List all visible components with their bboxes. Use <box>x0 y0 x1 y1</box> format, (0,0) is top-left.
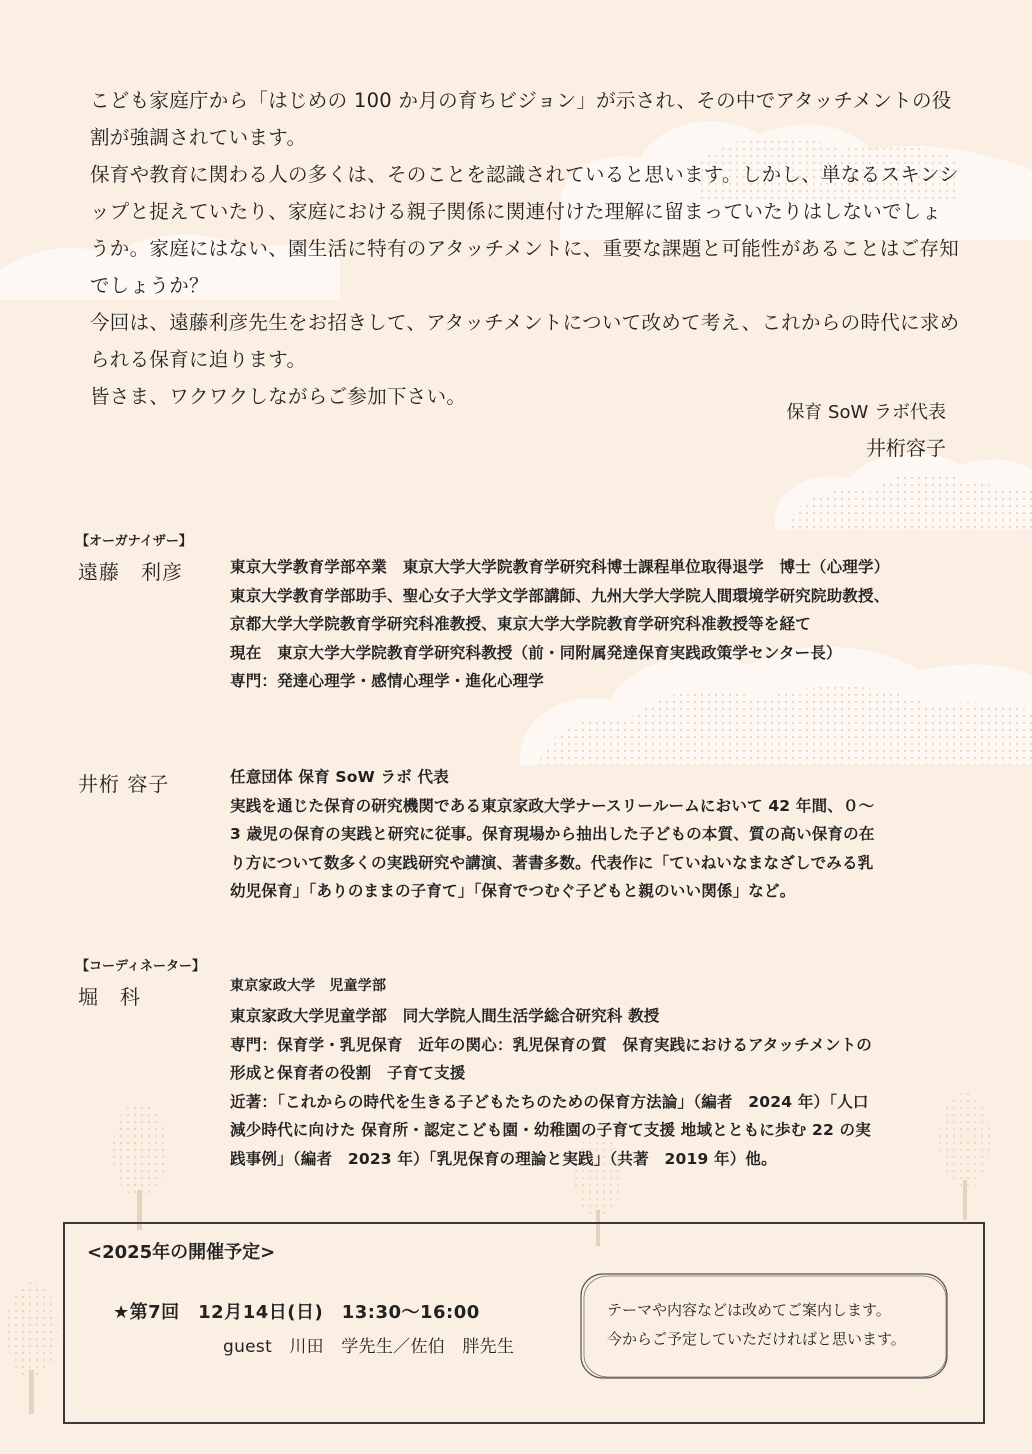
profile-line: り方について数多くの実践研究や講演、著書多数。代表作に「ていねいなまなざしでみる乳 <box>230 853 874 872</box>
organizer-tag: 【オーガナイザー】 <box>76 534 192 549</box>
speaker2-name: 井桁 容子 <box>78 772 170 796</box>
profile-line: 形成と保育者の役割 子育て支援 <box>230 1064 466 1082</box>
profile-line: 減少時代に向けた 保育所・認定こども園・幼稚園の子育て支援 地域とともに歩む 22 の実 <box>230 1121 871 1139</box>
schedule-title: <2025年の開催予定> <box>87 1242 276 1263</box>
coordinator-affiliation: 東京家政大学 児童学部 <box>230 978 387 994</box>
profile-line: 東京家政大学児童学部 同大学院人間生活学総合研究科 教授 <box>230 1007 660 1025</box>
profile-line: 現在 東京大学大学院教育学研究科教授（前・同附属発達保育実践政策学センター長） <box>230 643 842 662</box>
profile-line: 東京大学教育学部助手、聖心女子大学文学部講師、九州大学大学院人間環境学研究院助教授、 <box>230 586 890 605</box>
profile-line: 3 歳児の保育の実践と研究に従事。保育現場から抽出した子どもの本質、質の高い保育の在 <box>230 825 875 843</box>
tree-bottom-left <box>6 1282 58 1414</box>
profile-line: 専門：保育学・乳児保育 近年の関心：乳児保育の質 保育実践におけるアタッチメントの <box>230 1035 872 1054</box>
profile-line: 任意団体 保育 SoW ラボ 代表 <box>230 768 449 786</box>
profile-line: 京都大学大学院教育学研究科准教授、東京大学大学院教育学研究科准教授等を経て <box>230 615 811 633</box>
intro-paragraph: こども家庭庁から「はじめの 100 か月の育ちビジョン」が示され、その中でアタッチメントの役割が強調されています。 <box>90 89 952 149</box>
organizer-profile <box>230 553 970 696</box>
coordinator-profile <box>230 976 970 1173</box>
note-text <box>607 1296 906 1354</box>
signature-name: 井桁容子 <box>866 436 946 460</box>
event-line: ★第7回 12月14日(日) 13:30～16:00 <box>113 1302 480 1323</box>
guest-line: guest 川田 学先生／佐伯 胖先生 <box>223 1337 515 1357</box>
intro-paragraph: 皆さま、ワクワクしながらご参加下さい。 <box>90 385 467 408</box>
profile-line: 近著：「これからの時代を生きる子どもたちのための保育方法論」（編者 2024 年）「人口 <box>230 1092 869 1111</box>
tree-left <box>112 1102 168 1230</box>
cloud-right-signature <box>775 453 1032 530</box>
note-line: テーマや内容などは改めてご案内します。 <box>607 1301 891 1319</box>
speaker2-profile <box>230 763 970 906</box>
coordinator-name: 堀 科 <box>78 985 141 1009</box>
intro-paragraph: 保育や教育に関わる人の多くは、そのことを認識されていると思います。しかし、単なるスキンシップと捉えていたり、家庭における親子関係に関連付けた理解に留まっていたりはしないでしょうか。家庭にはない、園生活に特有のアタッチメントに、重要な課題と可能性があることはご存知でしょうか？ <box>90 163 960 297</box>
signature-org: 保育 SoW ラボ代表 <box>786 402 946 423</box>
note-line: 今からご予定していただければと思います。 <box>607 1330 906 1348</box>
coordinator-tag: 【コーディネーター】 <box>76 959 205 974</box>
profile-line: 実践を通じた保育の研究機関である東京家政大学ナースリールームにおいて 42 年間、０～ <box>230 796 875 815</box>
organizer-name: 遠藤 利彦 <box>78 560 183 584</box>
profile-line: 践事例」（編者 2023 年）「乳児保育の理論と実践」（共著 2019 年）他。 <box>230 1149 777 1168</box>
profile-line: 東京大学教育学部卒業 東京大学大学院教育学研究科博士課程単位取得退学 博士（心理学） <box>230 558 890 576</box>
note-box <box>579 1272 951 1382</box>
schedule-box <box>63 1222 985 1424</box>
profile-line: 幼児保育」「ありのままの子育て」「保育でつむぐ子どもと親のいい関係」など。 <box>230 882 796 900</box>
profile-line: 専門：発達心理学・感情心理学・進化心理学 <box>230 672 545 690</box>
intro-paragraph: 今回は、遠藤利彦先生をお招きして、アタッチメントについて改めて考え、これからの時代に求められる保育に迫ります。 <box>90 311 960 371</box>
intro-text <box>90 82 960 415</box>
